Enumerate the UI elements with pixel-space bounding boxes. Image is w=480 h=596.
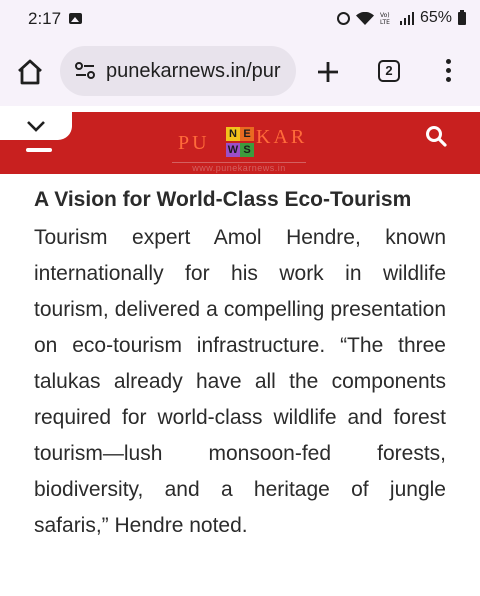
address-bar[interactable]	[60, 46, 296, 96]
overflow-menu-button[interactable]	[440, 55, 456, 89]
new-tab-button[interactable]	[312, 56, 344, 88]
gallery-icon	[69, 13, 82, 24]
search-icon	[424, 124, 448, 148]
logo-letter-n: N	[226, 127, 240, 141]
search-button[interactable]	[424, 124, 448, 148]
menu-icon[interactable]	[26, 148, 52, 152]
article-content	[34, 184, 446, 544]
logo-letter-s: S	[240, 143, 254, 157]
svg-text:Vo): Vo)	[379, 12, 390, 19]
plus-icon	[312, 56, 344, 88]
svg-text:LTE: LTE	[379, 19, 390, 25]
signal-icon	[400, 12, 414, 25]
status-icons	[337, 9, 466, 27]
tab-switcher-button[interactable]: 2	[378, 60, 400, 82]
status-time: 2:17	[28, 9, 62, 28]
volte-icon	[380, 11, 394, 25]
home-icon	[14, 56, 46, 88]
logo-url: www.punekarnews.in	[172, 162, 306, 173]
browser-toolbar	[0, 38, 480, 106]
wifi-icon	[356, 12, 374, 25]
logo-text-right: KAR	[256, 126, 308, 148]
battery-icon	[458, 12, 466, 25]
site-settings-icon[interactable]	[72, 58, 98, 84]
battery-percent: 65%	[419, 9, 452, 26]
logo-letter-e: E	[240, 127, 254, 141]
home-button[interactable]	[14, 56, 46, 88]
logo-letter-w: W	[227, 144, 239, 156]
logo-text-left: PU	[178, 132, 210, 154]
article-heading: A Vision for World-Class Eco-Tourism	[34, 188, 412, 211]
collapse-toolbar-button[interactable]	[0, 112, 72, 140]
site-logo[interactable]	[172, 126, 312, 174]
chevron-down-icon	[25, 119, 47, 133]
article-paragraph: Tourism expert Amol Hendre, known internationally for his work in wildlife tourism, delivered a compelling presentation on eco-tourism infrastructure. “The three talukas already have all the components required for world-class wildlife and forest tourism—lush monsoon-fed forests, biodiversity, and a heritage of jungle safaris,” Hendre noted.	[34, 226, 446, 537]
alarm-icon	[337, 12, 350, 25]
url-text[interactable]: punekarnews.in/pur	[106, 59, 281, 82]
status-bar	[0, 0, 480, 38]
